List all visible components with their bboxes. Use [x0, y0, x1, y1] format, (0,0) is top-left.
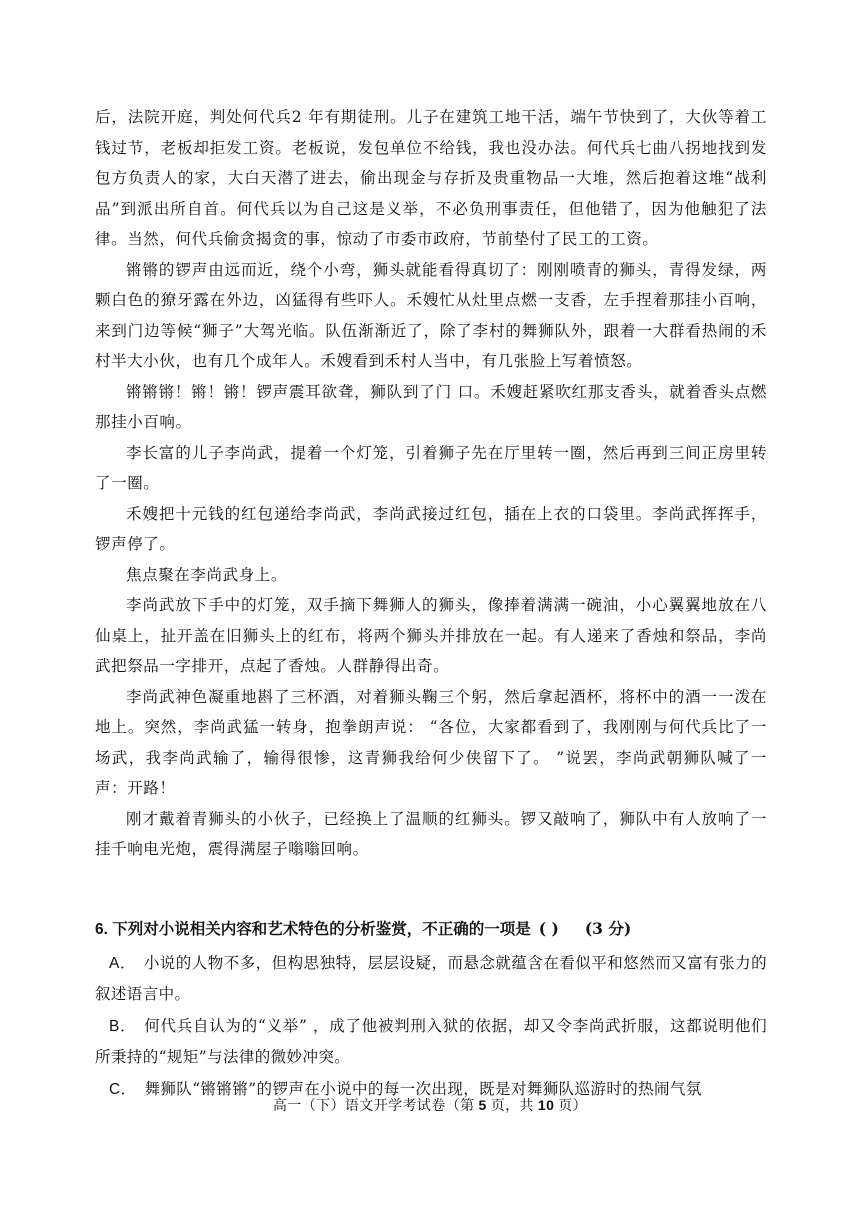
- option-a: [95, 948, 767, 1009]
- option-b-text: 何代兵自认为的“义举” ，成了他被判刑入狱的依据，却又令李尚武折服，这都说明他们所秉持的“规矩”与法律的微妙冲突。: [95, 1017, 767, 1066]
- passage-paragraph-4: 李长富的儿子李尚武，提着一个灯笼，引着狮子先在厅里转一圈，然后再到三间正房里转了一圈。: [95, 443, 767, 492]
- passage-paragraph-6: 焦点聚在李尚武身上。: [126, 565, 288, 584]
- footer-prefix: 高一（下）语文开学考试卷（第: [272, 1098, 475, 1114]
- footer-page-number: 5: [478, 1097, 487, 1113]
- question-stem-text: 下列对小说相关内容和艺术特色的分析鉴赏，不正确的一项是: [112, 919, 531, 938]
- option-b: [95, 1011, 767, 1072]
- story-passage: [95, 102, 767, 865]
- option-a-letter: A．: [109, 955, 136, 972]
- option-b-letter: B．: [109, 1018, 137, 1035]
- passage-paragraph-3: 锵锵锵！锵！锵！锣声震耳欲聋，狮队到了门 口。禾嫂赶紧吹红那支香头，就着香头点燃那挂小百响。: [95, 382, 767, 431]
- question-score: (3 分): [584, 919, 632, 938]
- passage-paragraph-9: 刚才戴着青狮头的小伙子，已经换上了温顺的红狮头。锣又敲响了，狮队中有人放响了一挂千响电光炮，震得满屋子嗡嗡回响。: [95, 809, 767, 858]
- passage-paragraph-2: 锵锵的锣声由远而近，绕个小弯，狮头就能看得真切了：刚刚喷青的狮头，青得发绿，两颗白色的獠牙露在外边，凶猛得有些吓人。禾嫂忙从灶里点燃一支香，左手捏着那挂小百响，来到门边等候“狮子”大驾光临。队伍渐渐近了，除了李村的舞狮队外，跟着一大群看热闹的禾村半大小伙，也有几个成年人。禾嫂看到禾村人当中，有几张脸上写着愤怒。: [95, 260, 767, 370]
- footer-page-total: 10: [537, 1097, 555, 1113]
- passage-paragraph-8: 李尚武神色凝重地斟了三杯酒，对着狮头鞠三个躬，然后拿起酒杯，将杯中的酒一一泼在地上。突然，李尚武猛一转身，抱拳朗声说： “各位，大家都看到了，我刚刚与何代兵比了一场武，我李尚武输了，输得很惨，这青狮我给何少侠留下了。 ”说罢，李尚武朝狮队喊了一声：开路！: [95, 687, 767, 797]
- page-footer: [0, 1095, 860, 1115]
- question-6: [95, 914, 767, 1107]
- passage-paragraph-7: 李尚武放下手中的灯笼，双手摘下舞狮人的狮头，像捧着满满一碗油，小心翼翼地放在八仙桌上，扯开盖在旧狮头上的红布，将两个狮头并排放在一起。有人递来了香烛和祭品，李尚武把祭品一字排开，点起了香烛。人群静得出奇。: [95, 596, 767, 675]
- question-number: 6.: [95, 921, 113, 938]
- passage-paragraph-5: 禾嫂把十元钱的红包递给李尚武，李尚武接过红包，插在上衣的口袋里。李尚武挥挥手，锣声停了。: [95, 504, 767, 553]
- footer-suffix: 页）: [558, 1098, 588, 1114]
- option-c-text: 舞狮队“锵锵锵”的锣声在小说中的每一次出现，既是对舞狮队巡游时的热闹气氛: [144, 1080, 702, 1098]
- passage-paragraph-1: 后，法院开庭，判处何代兵2 年有期徒刑。儿子在建筑工地干活，端午节快到了，大伙等着工钱过节，老板却拒发工资。老板说，发包单位不给钱，我也没办法。何代兵七曲八拐地找到发包方负责人的家，大白天潜了进去，偷出现金与存折及贵重物品一大堆，然后抱着这堆“战利品”到派出所自首。何代兵以为自己这是义举，不必负刑事责任，但他错了，因为他触犯了法律。当然，何代兵偷贪揭贪的事，惊动了市委市政府，节前垫付了民工的工资。: [95, 108, 767, 248]
- option-a-text: 小说的人物不多，但构思独特，层层设疑，而悬念就蕴含在看似平和悠然而又富有张力的叙述语言中。: [95, 954, 768, 1003]
- answer-blank: ( ): [538, 919, 559, 938]
- footer-middle: 页，共: [490, 1098, 534, 1114]
- question-stem: [95, 914, 767, 945]
- option-c-letter: C．: [109, 1081, 137, 1098]
